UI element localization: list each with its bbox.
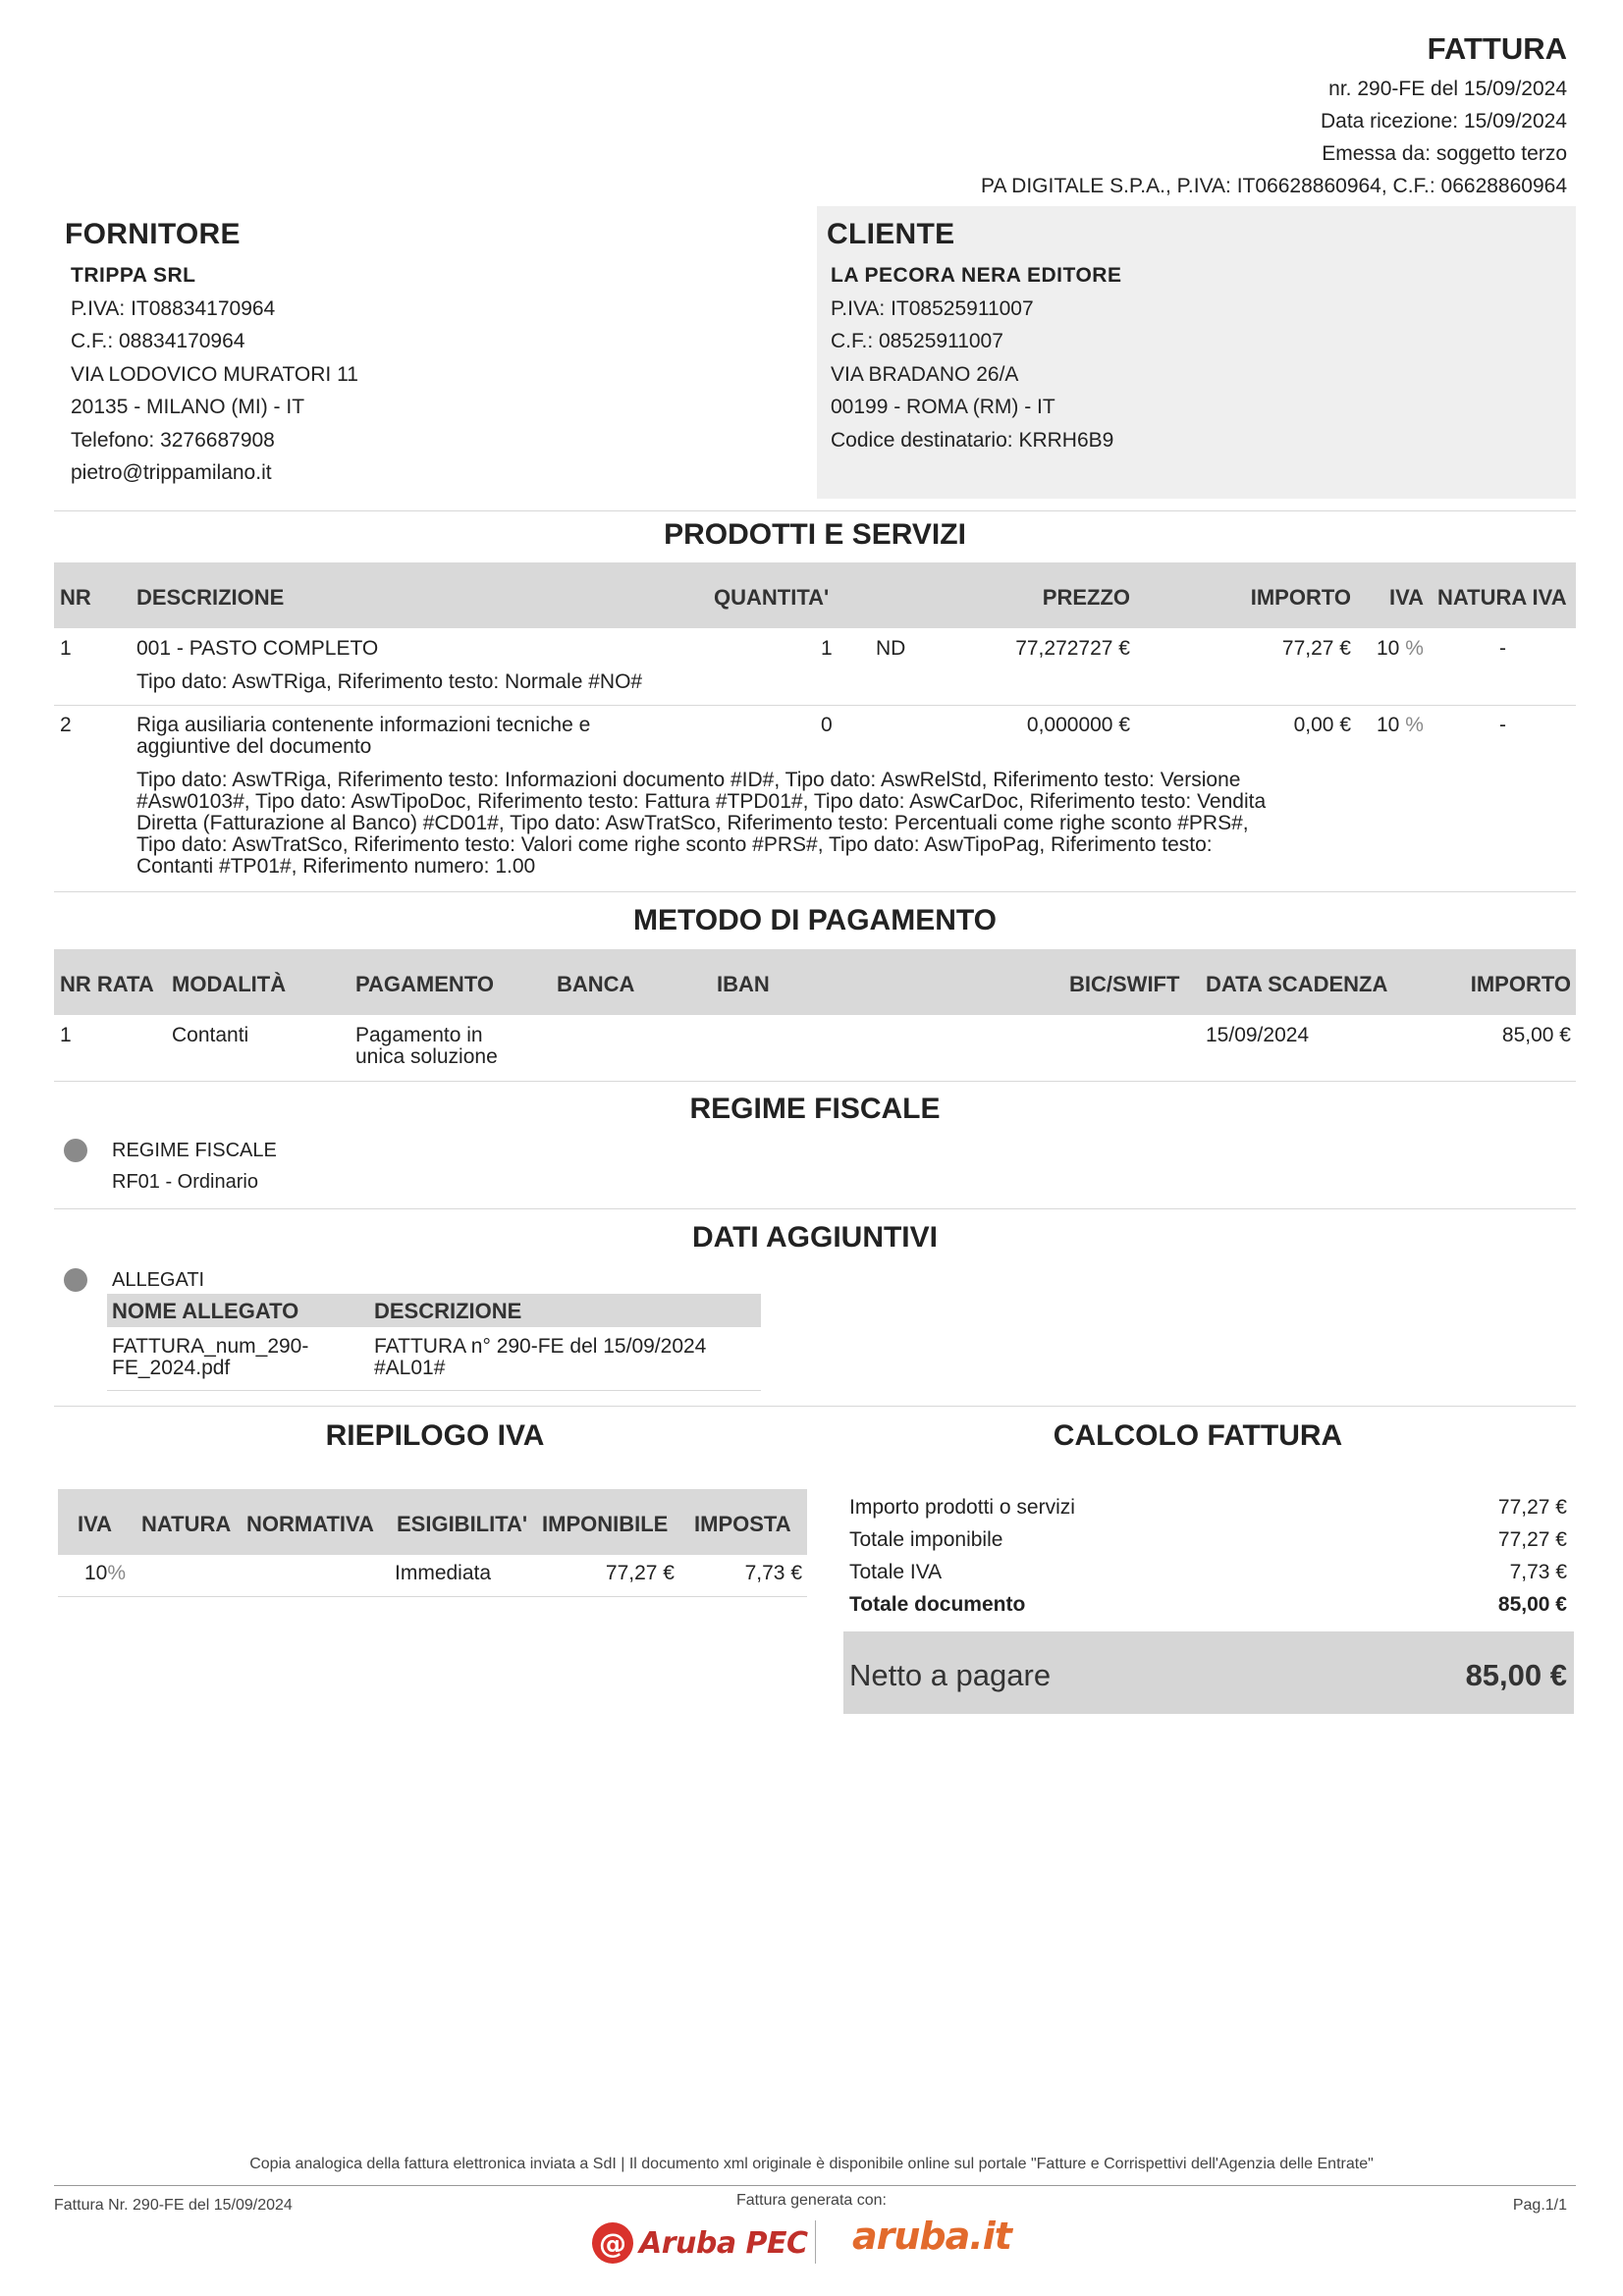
calc-value-2: 77,27 € — [1497, 1528, 1567, 1551]
netto-label: Netto a pagare — [849, 1658, 1052, 1692]
row2-iva-value: 10 — [1377, 714, 1400, 736]
riep-iva — [84, 1563, 126, 1584]
client-address: VIA BRADANO 26/A — [831, 362, 1019, 386]
col-natura-iva: NATURA IVA — [1437, 585, 1567, 610]
divider — [54, 1208, 1576, 1209]
row1-detail: Tipo dato: AswTRiga, Riferimento testo: Normale #NO# — [136, 670, 643, 693]
client-cf: C.F.: 08525911007 — [831, 330, 1003, 352]
row2-price: 0,000000 € — [1026, 714, 1130, 736]
calc-value-1: 77,27 € — [1497, 1496, 1567, 1519]
row2-detail-1: Tipo dato: AswTRiga, Riferimento testo: Informazioni documento #ID#, Tipo dato: AswRelStd, Riferimento testo: Versione — [136, 769, 1241, 791]
col-riep-imponibile: IMPONIBILE — [542, 1512, 669, 1536]
row2-desc-line2: aggiuntive del documento — [136, 735, 372, 758]
footer-divider — [54, 2185, 1576, 2186]
col-prezzo: PREZZO — [1042, 585, 1130, 610]
netto-value: 85,00 € — [1465, 1658, 1567, 1692]
col-descrizione: DESCRIZIONE — [136, 585, 285, 610]
col-riep-esigibilita: ESIGIBILITA' — [397, 1512, 528, 1536]
supplier-title: FORNITORE — [65, 218, 241, 250]
col-nome-allegato: NOME ALLEGATO — [112, 1299, 299, 1323]
col-riep-iva: IVA — [78, 1512, 113, 1536]
footer-left: Fattura Nr. 290-FE del 15/09/2024 — [54, 2197, 293, 2214]
divider — [54, 891, 1576, 892]
supplier-phone: Telefono: 3276687908 — [71, 428, 275, 452]
row1-nr: 1 — [60, 637, 72, 660]
col-pagamento: PAGAMENTO — [355, 972, 494, 996]
calc-value-3: 7,73 € — [1509, 1561, 1567, 1583]
row2-detail-5: Contanti #TP01#, Riferimento numero: 1.00 — [136, 855, 536, 878]
riepilogo-iva-title: RIEPILOGO IVA — [325, 1419, 545, 1452]
row2-desc-line1: Riga ausiliaria contenente informazioni tecniche e — [136, 714, 591, 736]
allegato-desc-1: FATTURA n° 290-FE del 15/09/2024 — [374, 1335, 707, 1358]
calcolo-title: CALCOLO FATTURA — [1053, 1419, 1343, 1452]
divider — [54, 1406, 1576, 1407]
riep-iva-percent: % — [107, 1562, 127, 1584]
at-icon: @ — [592, 2222, 633, 2264]
client-title: CLIENTE — [827, 218, 955, 250]
col-modalita: MODALITÀ — [172, 972, 287, 996]
logo-separator — [815, 2220, 816, 2264]
received-date: Data ricezione: 15/09/2024 — [1320, 110, 1567, 133]
col-riep-imposta: IMPOSTA — [694, 1512, 791, 1536]
col-quantita: QUANTITA' — [714, 585, 830, 610]
pay-importo: 85,00 € — [1501, 1024, 1571, 1046]
calc-total-label: Totale documento — [849, 1593, 1026, 1616]
invoice-number: nr. 290-FE del 15/09/2024 — [1328, 78, 1567, 100]
row2-nr: 2 — [60, 714, 72, 736]
supplier-piva: P.IVA: IT08834170964 — [71, 296, 276, 320]
row1-iva-value: 10 — [1377, 637, 1400, 660]
regime-label: REGIME FISCALE — [112, 1140, 277, 1161]
row2-iva — [1377, 715, 1424, 736]
col-banca: BANCA — [557, 972, 635, 996]
client-recipient-code: Codice destinatario: KRRH6B9 — [831, 428, 1114, 452]
bullet-icon — [64, 1268, 87, 1292]
col-bic: BIC/SWIFT — [1069, 972, 1180, 996]
supplier-name: TRIPPA SRL — [71, 264, 196, 287]
col-descrizione-allegato: DESCRIZIONE — [374, 1299, 522, 1323]
issued-by: Emessa da: soggetto terzo — [1322, 142, 1567, 165]
row1-iva — [1377, 638, 1424, 660]
payment-title: METODO DI PAGAMENTO — [632, 904, 998, 936]
row2-qty: 0 — [821, 714, 833, 736]
row2-iva-percent: % — [1405, 714, 1424, 736]
dati-aggiuntivi-title: DATI AGGIUNTIVI — [692, 1221, 938, 1254]
row2-detail-4: Tipo dato: AswTratSco, Riferimento testo: Valori come righe sconto #PRS#, Tipo dato: AswTipoPag, Riferimento testo: — [136, 833, 1213, 856]
allegato-nome-2[interactable]: FE_2024.pdf — [112, 1357, 231, 1379]
pay-pagamento-2: unica soluzione — [355, 1045, 498, 1068]
row1-iva-percent: % — [1405, 637, 1424, 660]
divider — [58, 1596, 807, 1597]
supplier-city: 20135 - MILANO (MI) - IT — [71, 396, 305, 418]
footer-note: Copia analogica della fattura elettronica inviata a SdI | Il documento xml originale è disponibile online sul portale "Fatture e Corrispettivi dell'Agenzia delle Entrate" — [249, 2156, 1374, 2172]
doc-title: FATTURA — [1427, 31, 1567, 66]
allegato-nome-1[interactable]: FATTURA_num_290- — [112, 1335, 309, 1358]
divider — [107, 1390, 761, 1391]
aruba-pec-text: Aruba PEC — [639, 2225, 808, 2261]
supplier-block — [65, 218, 358, 490]
riep-esigibilita: Immediata — [395, 1562, 492, 1584]
calc-total-value: 85,00 € — [1497, 1593, 1567, 1616]
calc-label-1: Importo prodotti o servizi — [849, 1496, 1075, 1519]
supplier-email[interactable]: pietro@trippamilano.it — [71, 461, 272, 484]
invoice-header — [981, 31, 1567, 202]
allegato-desc-2: #AL01# — [374, 1357, 446, 1379]
riep-imponibile: 77,27 € — [605, 1562, 675, 1584]
allegati-label: ALLEGATI — [112, 1269, 205, 1291]
riep-imposta: 7,73 € — [744, 1562, 802, 1584]
row1-unit: ND — [876, 637, 906, 660]
pay-pagamento-1: Pagamento in — [355, 1024, 483, 1046]
riep-iva-value: 10 — [84, 1562, 108, 1584]
divider — [54, 510, 1576, 511]
col-data-scadenza: DATA SCADENZA — [1206, 972, 1388, 996]
intermediary: PA DIGITALE S.P.A., P.IVA: IT06628860964, C.F.: 06628860964 — [981, 175, 1567, 197]
supplier-cf: C.F.: 08834170964 — [71, 330, 245, 352]
calc-label-2: Totale imponibile — [849, 1528, 1003, 1551]
pay-nr: 1 — [60, 1024, 72, 1046]
aruba-pec-logo — [592, 2222, 808, 2264]
col-importo-pag: IMPORTO — [1470, 972, 1571, 996]
calc-label-3: Totale IVA — [849, 1561, 943, 1583]
regime-title: REGIME FISCALE — [689, 1093, 941, 1125]
footer-center: Fattura generata con: — [736, 2192, 887, 2209]
col-riep-natura: NATURA — [141, 1512, 232, 1536]
row2-natura: - — [1499, 714, 1506, 736]
aruba-it-logo: aruba.it — [852, 2215, 1011, 2258]
row1-qty: 1 — [821, 637, 833, 660]
divider — [54, 1081, 1576, 1082]
row1-natura: - — [1499, 637, 1506, 660]
col-nr-rata: NR RATA — [60, 972, 154, 996]
client-name: LA PECORA NERA EDITORE — [831, 264, 1122, 287]
supplier-address: VIA LODOVICO MURATORI 11 — [71, 362, 358, 386]
col-iva: IVA — [1389, 585, 1425, 610]
col-nr: NR — [60, 585, 91, 610]
col-importo: IMPORTO — [1250, 585, 1351, 610]
bullet-icon — [64, 1139, 87, 1162]
row2-detail-3: Diretta (Fatturazione al Banco) #CD01#, Tipo dato: AswTratSco, Riferimento testo: Percentuali come righe sconto #PRS#, — [136, 812, 1249, 834]
client-block — [827, 218, 1121, 456]
client-piva: P.IVA: IT08525911007 — [831, 296, 1034, 320]
col-iban: IBAN — [717, 972, 770, 996]
col-riep-normativa: NORMATIVA — [246, 1512, 374, 1536]
footer-page: Pag.1/1 — [1512, 2197, 1567, 2214]
client-city: 00199 - ROMA (RM) - IT — [831, 396, 1055, 418]
products-title: PRODOTTI E SERVIZI — [664, 518, 966, 551]
row-divider — [54, 705, 1576, 706]
row2-detail-2: #Asw0103#, Tipo dato: AswTipoDoc, Riferimento testo: Fattura #TPD01#, Tipo dato: AswCarDoc, Riferimento testo: Vendita — [136, 790, 1267, 813]
regime-value: RF01 - Ordinario — [112, 1171, 258, 1193]
row1-desc: 001 - PASTO COMPLETO — [136, 637, 379, 660]
pay-modalita: Contanti — [172, 1024, 249, 1046]
pay-scadenza: 15/09/2024 — [1206, 1024, 1310, 1046]
row1-amount: 77,27 € — [1281, 637, 1351, 660]
row2-amount: 0,00 € — [1293, 714, 1351, 736]
row1-price: 77,272727 € — [1015, 637, 1130, 660]
